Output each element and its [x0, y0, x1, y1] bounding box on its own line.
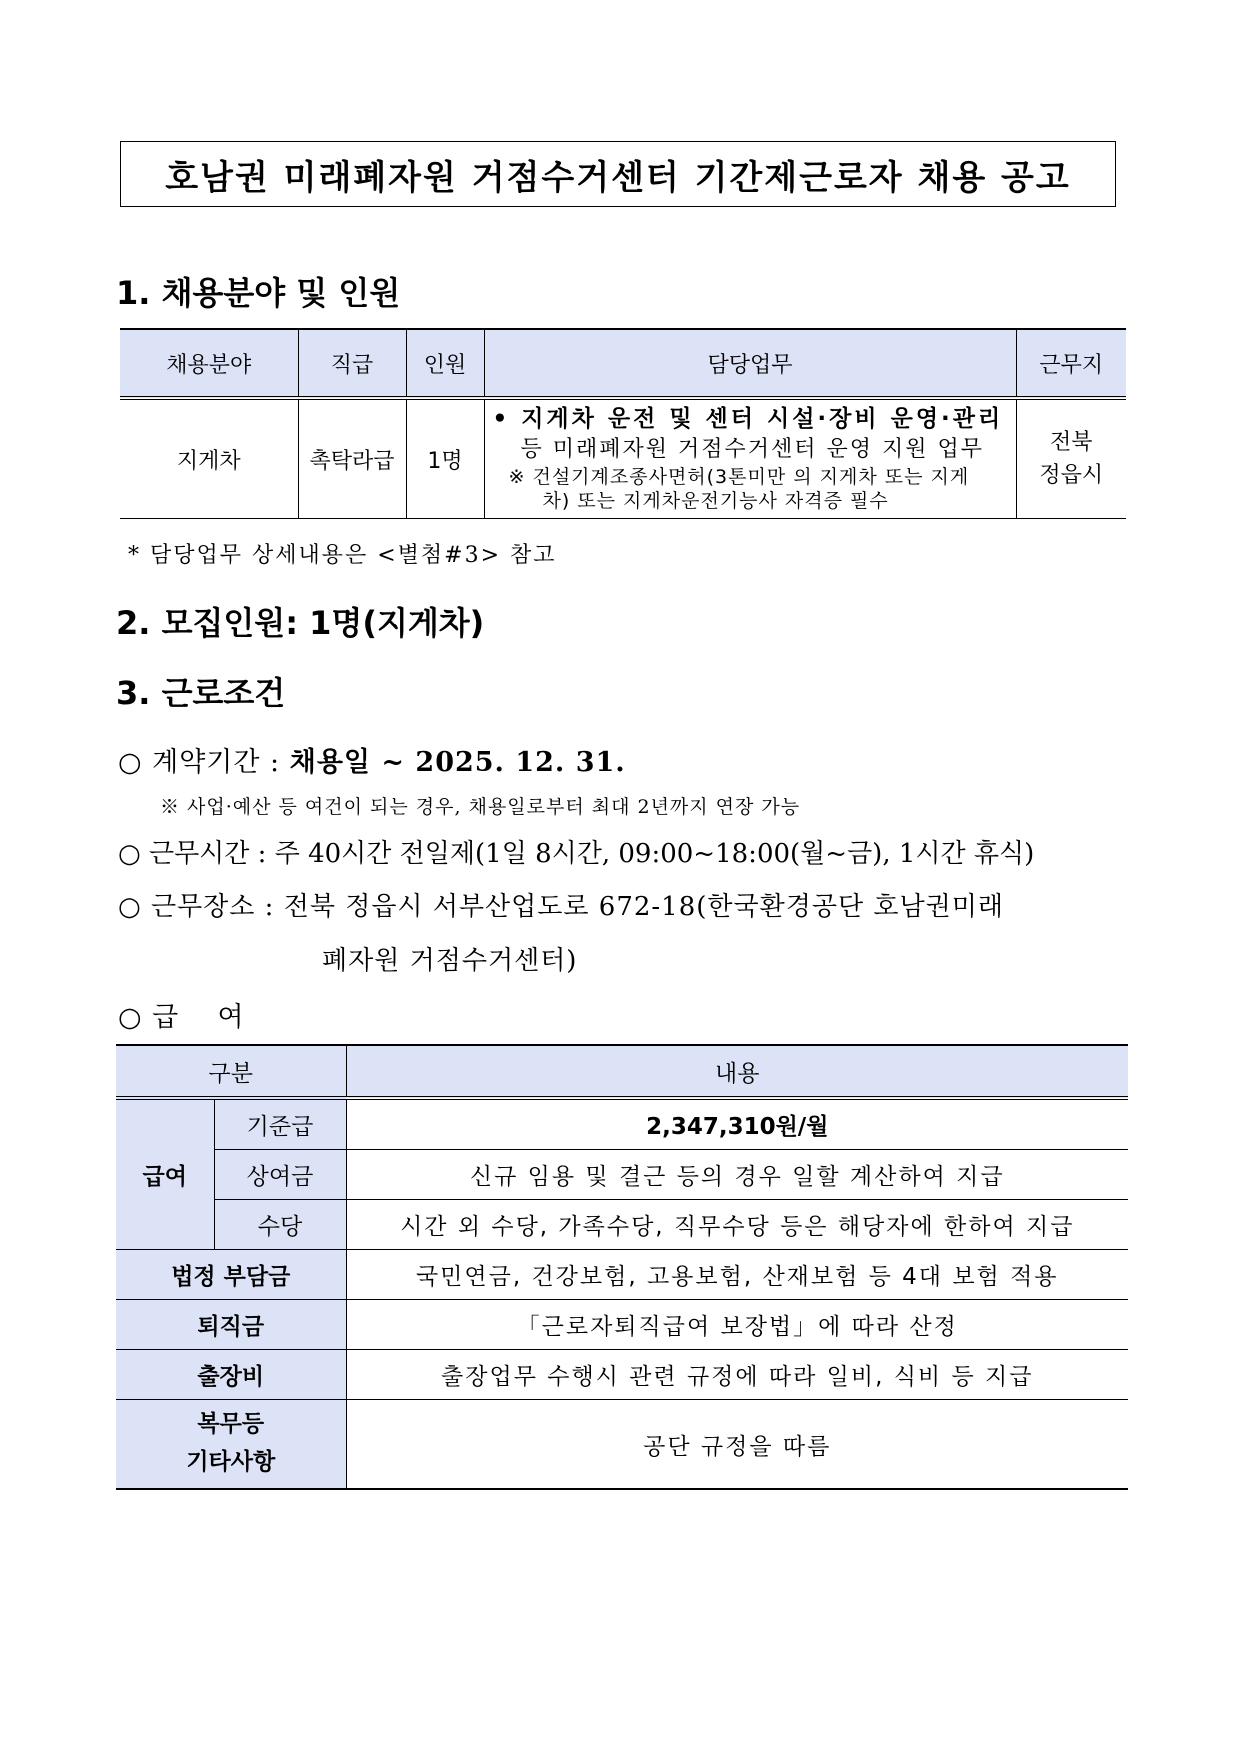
- header-content: 내용: [346, 1045, 1128, 1098]
- header-count: 인원: [406, 329, 484, 398]
- salary-row-allowance: [116, 1200, 1128, 1250]
- duty-line-1: • 지게차 운전 및 센터 시설·장비 운영·관리: [492, 405, 1004, 432]
- salary-table: [116, 1044, 1128, 1490]
- base-pay-value: 2,347,310원/월: [346, 1098, 1128, 1150]
- duty-line-2: 등 미래폐자원 거점수거센터 운영 지원 업무: [520, 436, 985, 462]
- count-cell: 1명: [406, 398, 484, 519]
- etc-label-line-1: 복무등: [197, 1411, 265, 1438]
- salary-row-base: [116, 1098, 1128, 1150]
- duty-note-2: 차) 또는 지게차운전기능사 자격증 필수: [542, 490, 889, 513]
- location-cell: [1016, 398, 1126, 519]
- field-cell: 지게차: [120, 398, 298, 519]
- section2-heading: 2. 모집인원: 1명(지게차): [116, 604, 485, 642]
- salary-table-header: [116, 1045, 1128, 1098]
- allowance-value: 시간 외 수당, 가족수당, 직무수당 등은 해당자에 한하여 지급: [346, 1200, 1128, 1250]
- allowance-label: 수당: [214, 1200, 346, 1250]
- travel-row: [116, 1350, 1128, 1400]
- contract-value: 채용일 ~ 2025. 12. 31.: [289, 747, 626, 778]
- contract-label: ○ 계약기간 :: [118, 747, 290, 778]
- etc-label-line-2: 기타사항: [186, 1449, 276, 1475]
- travel-label: 출장비: [116, 1350, 346, 1400]
- bonus-label: 상여금: [214, 1150, 346, 1200]
- base-pay-label: 기준급: [214, 1098, 346, 1150]
- duty-cell: [484, 398, 1016, 519]
- work-place-line-2: 폐자원 거점수거센터): [322, 946, 578, 976]
- recruitment-row: [120, 398, 1126, 519]
- header-duty: 담당업무: [484, 329, 1016, 398]
- header-grade: 직급: [298, 329, 406, 398]
- severance-label: 퇴직금: [116, 1300, 346, 1350]
- work-hours: ○ 근무시간 : 주 40시간 전일제(1일 8시간, 09:00~18:00(월~금), 1시간 휴식): [118, 839, 1035, 869]
- header-location: 근무지: [1016, 329, 1126, 398]
- header-category: 구분: [116, 1045, 346, 1098]
- travel-value: 출장업무 수행시 관련 규정에 따라 일비, 식비 등 지급: [346, 1350, 1128, 1400]
- duty-detail-note: * 담당업무 상세내용은 <별첨#3> 참고: [128, 543, 557, 568]
- salary-row-bonus: [116, 1150, 1128, 1200]
- duty-note-1: ※ 건설기계조종사면허(3톤미만 의 지게차 또는 지게: [508, 465, 970, 488]
- legal-burden-value: 국민연금, 건강보험, 고용보험, 산재보험 등 4대 보험 적용: [346, 1250, 1128, 1300]
- location-line-2: 정읍시: [1039, 463, 1104, 488]
- section3-heading: 3. 근로조건: [116, 674, 286, 712]
- etc-row: [116, 1400, 1128, 1490]
- bonus-value: 신규 임용 및 결근 등의 경우 일할 계산하여 지급: [346, 1150, 1128, 1200]
- severance-row: [116, 1300, 1128, 1350]
- salary-group-label: 급여: [116, 1098, 214, 1250]
- contract-period: [118, 740, 626, 779]
- legal-burden-row: [116, 1250, 1128, 1300]
- location-line-1: 전북: [1049, 430, 1093, 455]
- grade-cell: 촉탁라급: [298, 398, 406, 519]
- section1-heading: 1. 채용분야 및 인원: [116, 274, 401, 312]
- title-box: [120, 141, 1116, 207]
- header-field: 채용분야: [120, 329, 298, 398]
- legal-burden-label: 법정 부담금: [116, 1250, 346, 1300]
- work-place-line-1: ○ 근무장소 : 전북 정읍시 서부산업도로 672-18(한국환경공단 호남권미래: [118, 892, 1004, 922]
- contract-note: ※ 사업·예산 등 여건이 되는 경우, 채용일로부터 최대 2년까지 연장 가능: [160, 796, 801, 818]
- recruitment-table-header: [120, 329, 1126, 398]
- page-title: 호남권 미래폐자원 거점수거센터 기간제근로자 채용 공고: [165, 157, 1071, 198]
- recruitment-table: [120, 328, 1126, 519]
- salary-label: ○ 급 여: [118, 1002, 245, 1033]
- etc-label: [116, 1400, 346, 1490]
- etc-value: 공단 규정을 따름: [346, 1400, 1128, 1490]
- severance-value: 「근로자퇴직급여 보장법」에 따라 산정: [346, 1300, 1128, 1350]
